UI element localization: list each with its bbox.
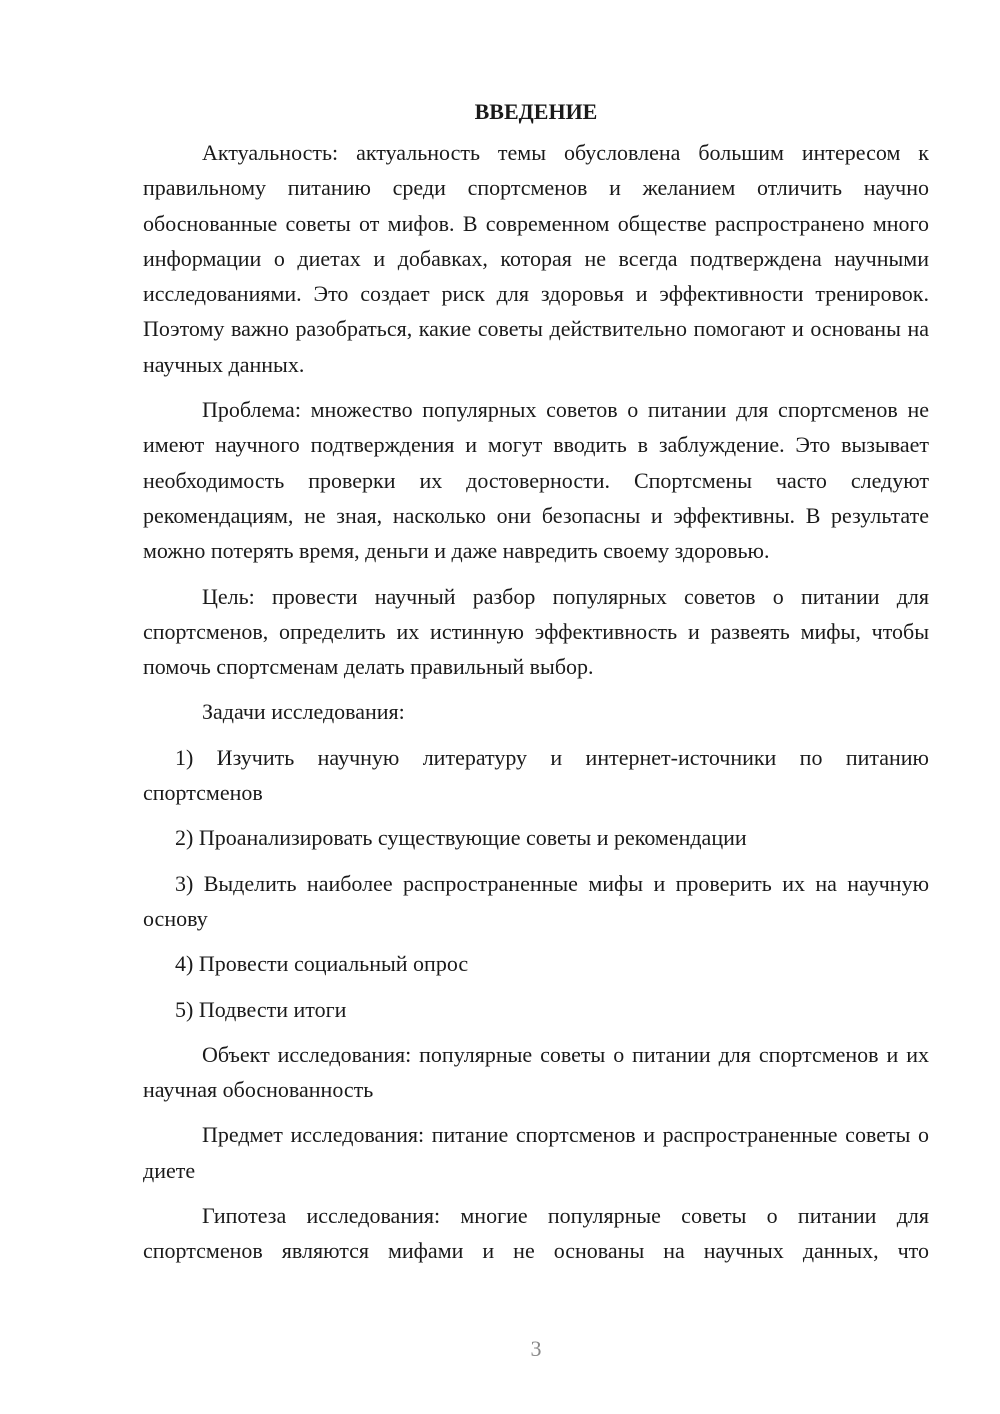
- task-item-4: 4) Провести социальный опрос: [175, 951, 469, 977]
- paragraph-problem: Проблема: множество популярных советов о питании для спортсменов не имеют научного подтверждения и могут вводить в заблуждение. Это вызывает необходимость проверки их достоверности. Спортсмены часто следуют рекомендациям, не зная, насколько они безопасны и эффективны. В результате можно потерять время, деньги и даже навредить своему здоровью.: [143, 397, 929, 564]
- paragraph-hypothesis: Гипотеза исследования: многие популярные советы о питании для спортсменов являются мифами и не основаны на научных данных, что: [143, 1203, 929, 1264]
- page-content: [143, 94, 929, 1279]
- paragraph-goal: Цель: провести научный разбор популярных советов о питании для спортсменов, определить их истинную эффективность и развеять мифы, чтобы помочь спортсменам делать правильный выбор.: [143, 583, 929, 680]
- paragraph-subject: Предмет исследования: питание спортсменов и распространенные советы о диете: [143, 1122, 929, 1183]
- task-item-2: 2) Проанализировать существующие советы и рекомендации: [175, 825, 747, 851]
- paragraph-relevance: Актуальность: актуальность темы обусловлена большим интересом к правильному питанию среди спортсменов и желанием отличить научно обоснованные советы от мифов. В современном обществе распространено много информации о диетах и добавках, которая не всегда подтверждена научными исследованиями. Это создает риск для здоровья и эффективности тренировок. Поэтому важно разобраться, какие советы действительно помогают и основаны на научных данных.: [143, 140, 929, 377]
- paragraph-tasks-heading: Задачи исследования:: [202, 699, 405, 725]
- task-item-3: 3) Выделить наиболее распространенные мифы и проверить их на научную основу: [143, 870, 929, 931]
- page-title: ВВЕДЕНИЕ: [474, 99, 598, 124]
- paragraph-object: Объект исследования: популярные советы о питании для спортсменов и их научная обоснованность: [143, 1041, 929, 1103]
- task-item-5: 5) Подвести итоги: [175, 996, 347, 1022]
- page-number: 3: [530, 1336, 542, 1361]
- task-item-1: 1) Изучить научную литературу и интернет-источники по питанию спортсменов: [143, 744, 929, 806]
